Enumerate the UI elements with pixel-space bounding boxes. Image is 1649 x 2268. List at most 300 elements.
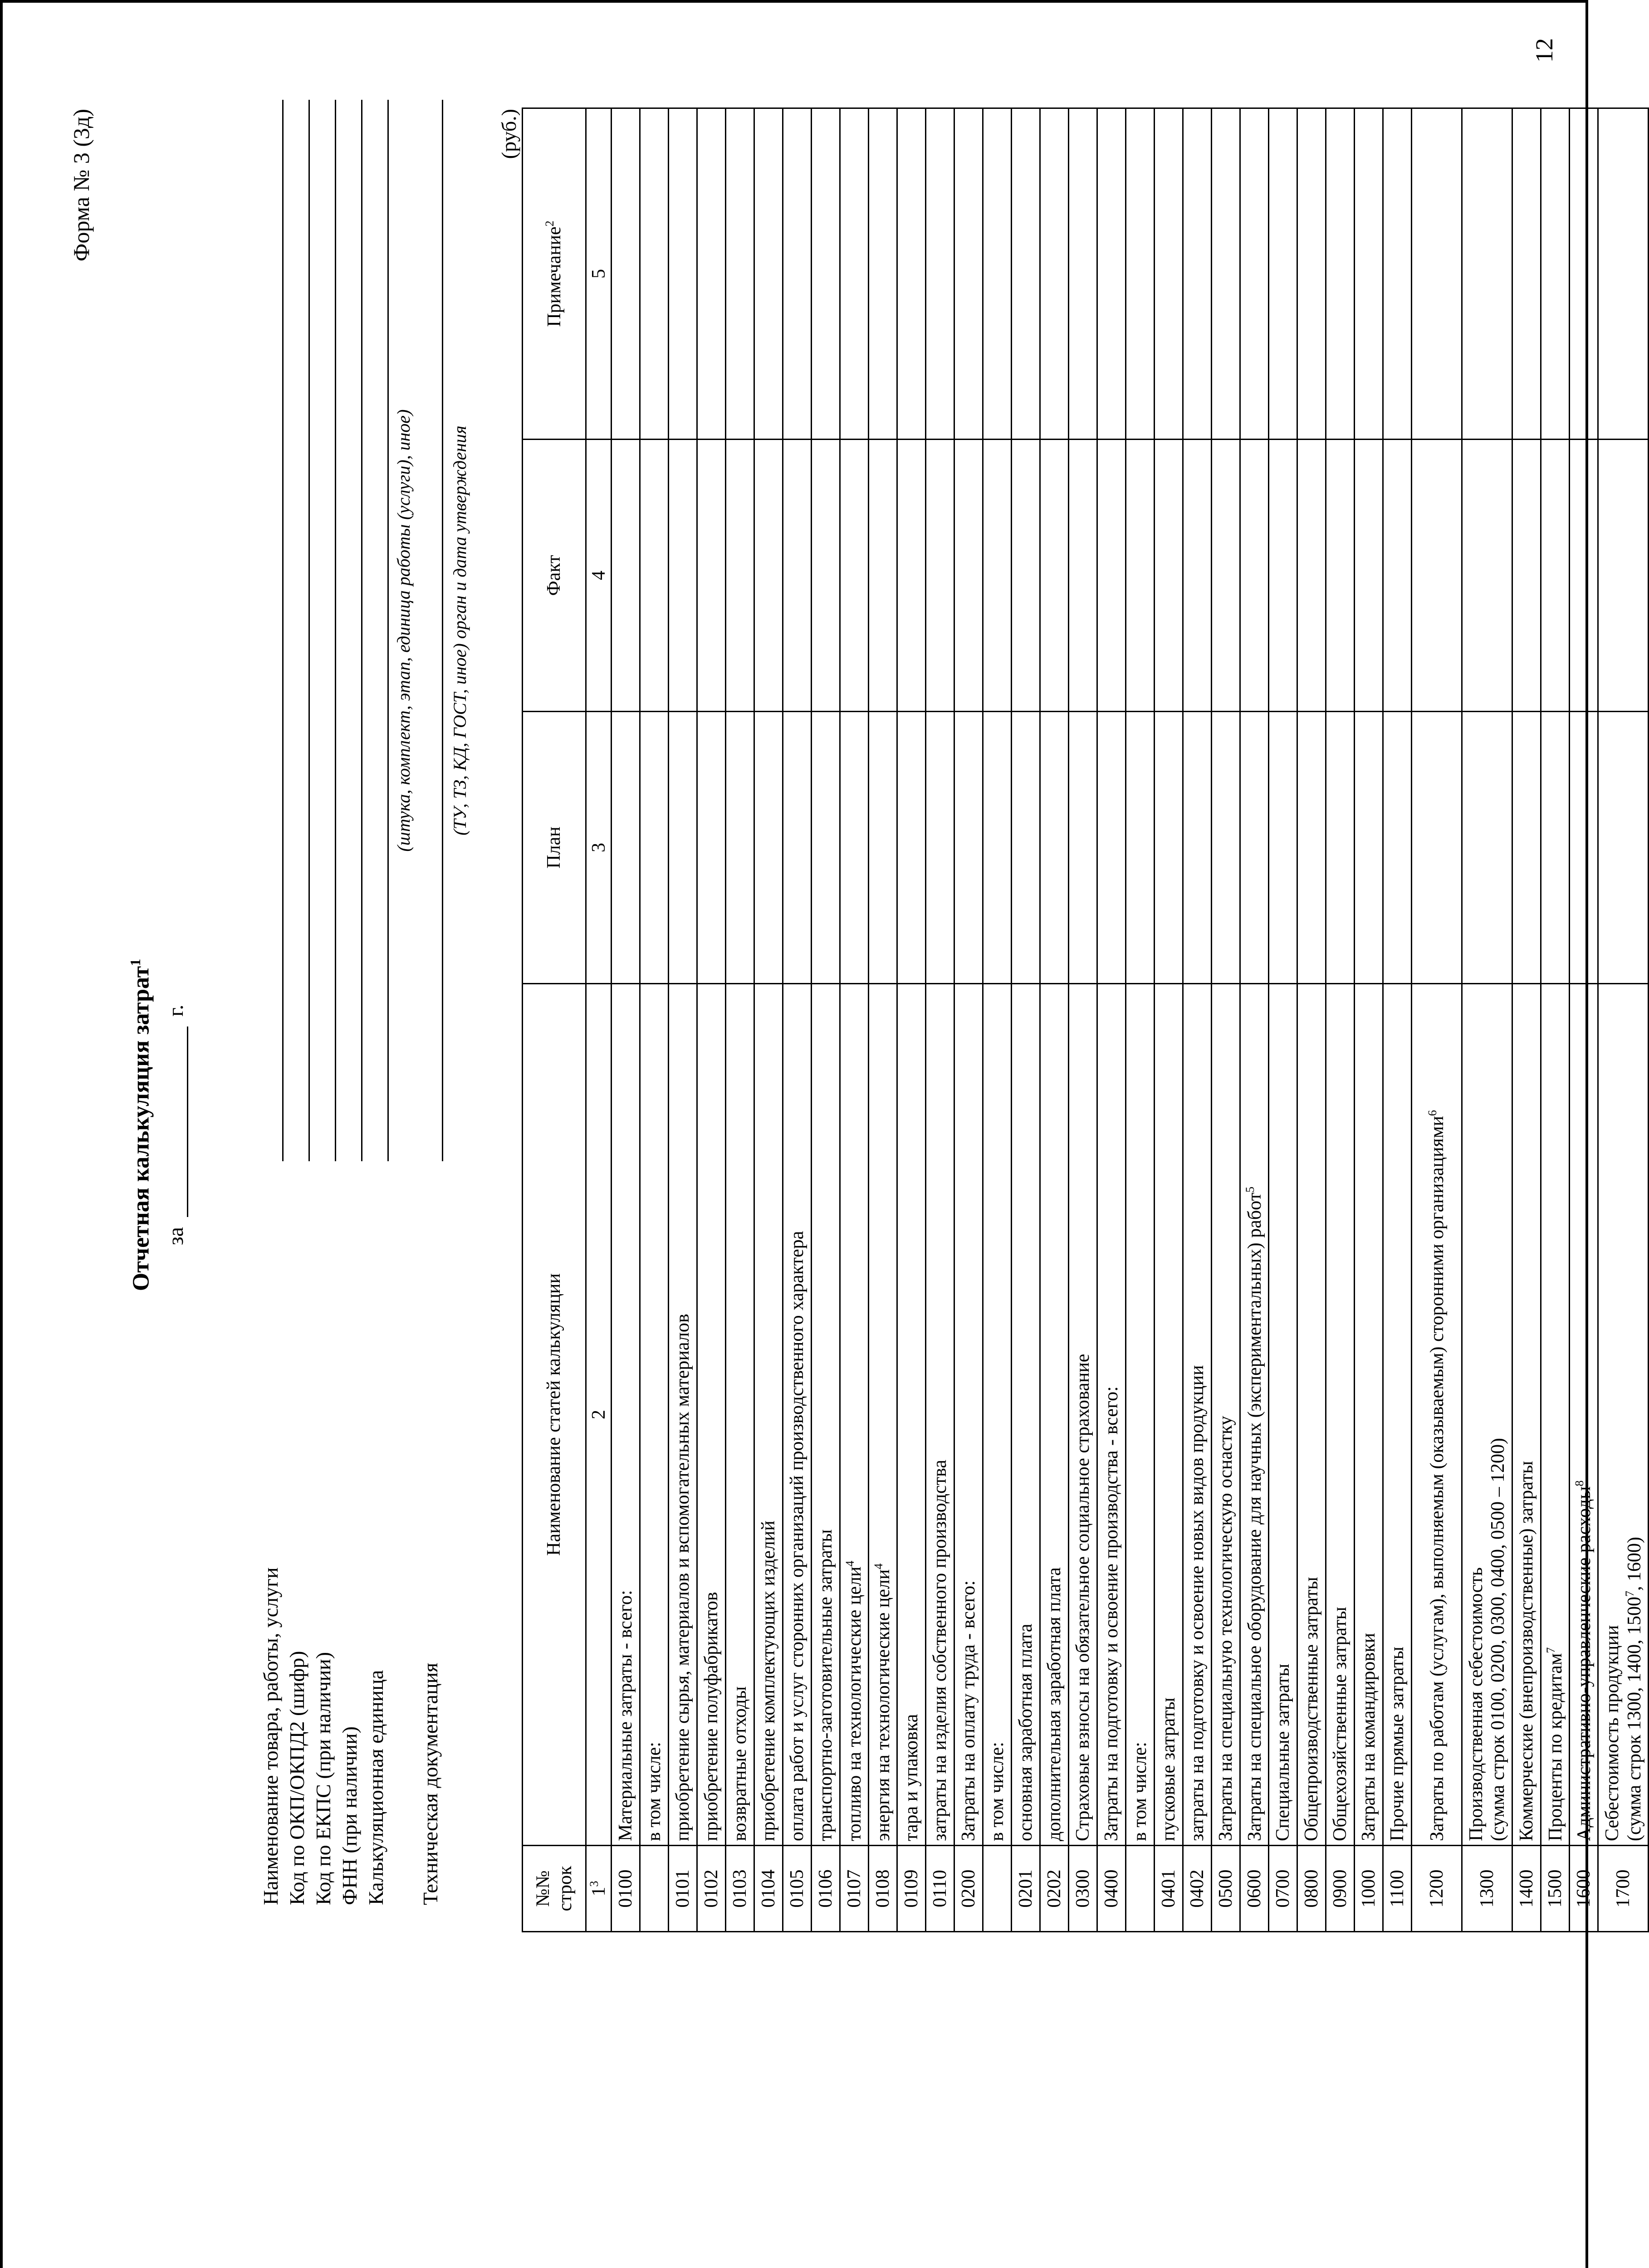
plan-cell[interactable] xyxy=(1269,712,1297,984)
header-fact: Факт xyxy=(523,440,586,712)
row-name xyxy=(1069,984,1097,1846)
row-name-text: дополнительная заработная плата xyxy=(1044,1567,1065,1841)
units-label: (руб.) xyxy=(497,109,520,159)
row-code: 0200 xyxy=(954,1846,983,1932)
field-hint: (штука, комплект, этап, единица работы (услуги), иное) xyxy=(393,409,414,852)
plan-cell[interactable] xyxy=(1155,712,1183,984)
plan-cell[interactable] xyxy=(1541,712,1570,984)
note-cell[interactable] xyxy=(1240,108,1269,440)
row-name-text: Проценты по кредитам xyxy=(1545,1653,1566,1841)
note-cell[interactable] xyxy=(1155,108,1183,440)
row-name-text: оплата работ и услуг сторонних организаций производственного характера xyxy=(787,1231,808,1841)
row-code: 0101 xyxy=(669,1846,697,1932)
row-name xyxy=(1040,984,1069,1846)
header-note-footnote: 2 xyxy=(543,220,556,227)
row-footnote: 4 xyxy=(871,1563,885,1569)
field-label: Код по ЕКПС (при наличии) xyxy=(312,1652,335,1905)
field-label: Калькуляционная единица xyxy=(364,1670,387,1905)
row-code: 1500 xyxy=(1541,1846,1570,1932)
row-code: 0103 xyxy=(726,1846,754,1932)
row-name-text: затраты на изделия собственного производства xyxy=(930,1460,951,1841)
table-row xyxy=(1269,108,1297,1932)
field-blank-line[interactable] xyxy=(308,100,310,1161)
row-name-text: основная заработная плата xyxy=(1015,1623,1037,1841)
row-name-text: приобретение комплектующих изделий xyxy=(758,1520,779,1841)
row-name-text: транспортно-заготовительные затраты xyxy=(815,1529,837,1841)
plan-cell[interactable] xyxy=(1297,712,1326,984)
plan-cell[interactable] xyxy=(1355,712,1383,984)
plan-cell[interactable] xyxy=(612,712,640,984)
row-code: 0500 xyxy=(1212,1846,1240,1932)
row-name-text: приобретение сырья, материалов и вспомогательных материалов xyxy=(672,1314,694,1841)
fact-cell[interactable] xyxy=(697,440,726,712)
row-code: 0102 xyxy=(697,1846,726,1932)
calculation-table xyxy=(522,108,1649,1932)
row-name-text: затраты на подготовку и освоение новых видов продукции xyxy=(1187,1365,1208,1841)
table-row xyxy=(1155,108,1183,1932)
field-hint-row xyxy=(391,363,418,1905)
row-name xyxy=(897,984,926,1846)
fact-cell[interactable] xyxy=(754,440,783,712)
note-cell[interactable] xyxy=(1212,108,1240,440)
row-name-text: Затраты по работам (услугам), выполняемым (оказываемым) сторонними организациями xyxy=(1426,1116,1448,1841)
row-code: 0401 xyxy=(1155,1846,1183,1932)
fact-cell[interactable] xyxy=(1383,440,1412,712)
note-cell[interactable] xyxy=(640,108,669,440)
table-row xyxy=(954,108,983,1932)
row-name xyxy=(1541,984,1570,1846)
row-name xyxy=(1012,984,1040,1846)
fact-cell[interactable] xyxy=(1240,440,1269,712)
row-code: 0700 xyxy=(1269,1846,1297,1932)
header-plan: План xyxy=(523,712,586,984)
table-row xyxy=(983,108,1012,1932)
row-name-text: тара и упаковка xyxy=(901,1714,922,1841)
row-name xyxy=(1462,984,1512,1846)
row-name-text: в том числе: xyxy=(644,1742,665,1841)
row-name-text: Коммерческие (внепроизводственные) затраты xyxy=(1516,1461,1537,1841)
note-cell[interactable] xyxy=(1462,108,1512,440)
fact-cell[interactable] xyxy=(783,440,812,712)
fact-cell[interactable] xyxy=(926,440,954,712)
table-row xyxy=(897,108,926,1932)
row-name xyxy=(1355,984,1383,1846)
row-code xyxy=(983,1846,1012,1932)
fact-cell[interactable] xyxy=(1355,440,1383,712)
row-code: 0400 xyxy=(1097,1846,1126,1932)
plan-cell[interactable] xyxy=(1462,712,1512,984)
row-name-text: энергия на технологические цели xyxy=(872,1569,894,1841)
plan-cell[interactable] xyxy=(1183,712,1212,984)
fact-cell[interactable] xyxy=(1183,440,1212,712)
plan-cell[interactable] xyxy=(1383,712,1412,984)
fact-cell[interactable] xyxy=(1069,440,1097,712)
plan-cell[interactable] xyxy=(1126,712,1155,984)
row-name xyxy=(1126,984,1155,1846)
col-number-4: 4 xyxy=(586,440,612,712)
row-code: 1400 xyxy=(1512,1846,1541,1932)
fact-cell[interactable] xyxy=(1297,440,1326,712)
document-title-text: Отчетная калькуляция затрат xyxy=(128,966,154,1291)
table-row xyxy=(1326,108,1355,1932)
plan-cell[interactable] xyxy=(669,712,697,984)
table-row xyxy=(1183,108,1212,1932)
field-blank-line[interactable] xyxy=(282,100,284,1161)
note-cell[interactable] xyxy=(726,108,754,440)
table-row xyxy=(1012,108,1040,1932)
table-row xyxy=(1412,108,1462,1932)
note-cell[interactable] xyxy=(669,108,697,440)
row-code: 0107 xyxy=(840,1846,869,1932)
plan-cell[interactable] xyxy=(897,712,926,984)
field-label: Техническая документация xyxy=(419,1662,442,1905)
table-header-row xyxy=(523,108,586,1932)
plan-cell[interactable] xyxy=(1040,712,1069,984)
note-cell[interactable] xyxy=(697,108,726,440)
row-name-text: Прочие прямые затраты xyxy=(1387,1647,1408,1841)
row-code: 0402 xyxy=(1183,1846,1212,1932)
row-name-text: Затраты на подготовку и освоение производства - всего: xyxy=(1101,1386,1122,1841)
fact-cell[interactable] xyxy=(1570,440,1598,712)
row-name-text: в том числе: xyxy=(1130,1742,1151,1841)
note-cell[interactable] xyxy=(1355,108,1383,440)
col-number-footnote: 3 xyxy=(587,1881,601,1887)
fact-cell[interactable] xyxy=(812,440,840,712)
plan-cell[interactable] xyxy=(812,712,840,984)
row-code: 0105 xyxy=(783,1846,812,1932)
row-name xyxy=(954,984,983,1846)
row-name-text: Специальные затраты xyxy=(1272,1663,1294,1841)
row-code: 0600 xyxy=(1240,1846,1269,1932)
fact-cell[interactable] xyxy=(869,440,897,712)
field-row xyxy=(285,363,311,1905)
plan-cell[interactable] xyxy=(1012,712,1040,984)
plan-cell[interactable] xyxy=(1212,712,1240,984)
row-code xyxy=(640,1846,669,1932)
note-cell[interactable] xyxy=(1183,108,1212,440)
table-row xyxy=(840,108,869,1932)
table-body xyxy=(612,108,1649,1932)
row-code: 1000 xyxy=(1355,1846,1383,1932)
note-cell[interactable] xyxy=(1097,108,1126,440)
row-name xyxy=(983,984,1012,1846)
row-name xyxy=(1412,984,1462,1846)
plan-cell[interactable] xyxy=(954,712,983,984)
note-cell[interactable] xyxy=(612,108,640,440)
plan-cell[interactable] xyxy=(869,712,897,984)
row-name xyxy=(754,984,783,1846)
note-cell[interactable] xyxy=(1126,108,1155,440)
document-title xyxy=(127,59,154,2191)
plan-cell[interactable] xyxy=(1097,712,1126,984)
fact-cell[interactable] xyxy=(1155,440,1183,712)
row-code: 0201 xyxy=(1012,1846,1040,1932)
table-row xyxy=(754,108,783,1932)
table-row xyxy=(1297,108,1326,1932)
period-blank[interactable] xyxy=(166,1026,188,1217)
row-name-text: Затраты на оплату труда - всего: xyxy=(958,1580,979,1841)
note-cell[interactable] xyxy=(1541,108,1570,440)
row-name xyxy=(1269,984,1297,1846)
table-row xyxy=(1355,108,1383,1932)
fact-cell[interactable] xyxy=(1598,440,1649,712)
table-row xyxy=(612,108,640,1932)
table-row xyxy=(783,108,812,1932)
period-line xyxy=(163,59,188,2191)
fact-cell[interactable] xyxy=(1126,440,1155,712)
col-number-1 xyxy=(586,1846,612,1932)
form-label: Форма № 3 (3д) xyxy=(69,109,94,262)
row-name-text: топливо на технологические цели xyxy=(844,1566,865,1841)
note-cell[interactable] xyxy=(840,108,869,440)
row-name-line2-tail: , 1600) xyxy=(1624,1537,1645,1591)
note-cell[interactable] xyxy=(897,108,926,440)
fact-cell[interactable] xyxy=(1269,440,1297,712)
plan-cell[interactable] xyxy=(1326,712,1355,984)
field-row xyxy=(364,363,391,1905)
header-code: №№ строк xyxy=(523,1846,586,1932)
field-hint-row xyxy=(447,363,475,1905)
note-cell[interactable] xyxy=(1412,108,1462,440)
note-cell[interactable] xyxy=(1512,108,1541,440)
row-code: 1300 xyxy=(1462,1846,1512,1932)
fact-cell[interactable] xyxy=(1097,440,1126,712)
field-blank-line[interactable] xyxy=(387,100,389,1161)
row-name xyxy=(1570,984,1598,1846)
table-row xyxy=(726,108,754,1932)
plan-cell[interactable] xyxy=(1240,712,1269,984)
field-hint: (ТУ, ТЗ, КД, ГОСТ, иное) орган и дата утверждения xyxy=(450,425,470,836)
plan-cell[interactable] xyxy=(1069,712,1097,984)
fact-cell[interactable] xyxy=(612,440,640,712)
row-name-text: приобретение полуфабрикатов xyxy=(701,1592,722,1841)
row-code: 0104 xyxy=(754,1846,783,1932)
col-number-5: 5 xyxy=(586,108,612,440)
note-cell[interactable] xyxy=(1269,108,1297,440)
note-cell[interactable] xyxy=(1383,108,1412,440)
rotated-form-sheet xyxy=(68,59,1645,2191)
title-footnote: 1 xyxy=(127,958,143,966)
row-name xyxy=(1598,984,1649,1846)
note-cell[interactable] xyxy=(983,108,1012,440)
row-name-text: Производственная себестоимость xyxy=(1466,1567,1487,1841)
row-name-text: Затраты на специальное оборудование для научных (экспериментальных) работ xyxy=(1244,1193,1265,1841)
header-note xyxy=(523,108,586,440)
row-name-text: Затраты на командировки xyxy=(1358,1633,1380,1841)
row-name xyxy=(1240,984,1269,1846)
row-code: 0108 xyxy=(869,1846,897,1932)
plan-cell[interactable] xyxy=(926,712,954,984)
col-number-3: 3 xyxy=(586,712,612,984)
table-row xyxy=(1512,108,1541,1932)
note-cell[interactable] xyxy=(869,108,897,440)
row-name-line2: (сумма строк 1300, 1400, 1500 xyxy=(1624,1597,1645,1841)
row-name xyxy=(669,984,697,1846)
row-name xyxy=(1212,984,1240,1846)
field-row xyxy=(418,363,447,1905)
fact-cell[interactable] xyxy=(840,440,869,712)
row-footnote: 5 xyxy=(1243,1187,1257,1193)
plan-cell[interactable] xyxy=(697,712,726,984)
row-name-text: Общепроизводственные затраты xyxy=(1301,1577,1322,1841)
note-cell[interactable] xyxy=(926,108,954,440)
row-name-text: Материальные затраты - всего: xyxy=(615,1590,636,1841)
fact-cell[interactable] xyxy=(983,440,1012,712)
row-code: 0106 xyxy=(812,1846,840,1932)
field-label: ФНН (при наличии) xyxy=(338,1726,361,1905)
note-cell[interactable] xyxy=(1326,108,1355,440)
period-suffix: г. xyxy=(164,1004,188,1017)
plan-cell[interactable] xyxy=(1512,712,1541,984)
row-code: 0900 xyxy=(1326,1846,1355,1932)
row-code: 1700 xyxy=(1598,1846,1649,1932)
note-cell[interactable] xyxy=(812,108,840,440)
note-cell[interactable] xyxy=(1012,108,1040,440)
plan-cell[interactable] xyxy=(640,712,669,984)
row-code: 1200 xyxy=(1412,1846,1462,1932)
table-row xyxy=(1240,108,1269,1932)
fact-cell[interactable] xyxy=(1212,440,1240,712)
table-row xyxy=(869,108,897,1932)
row-name xyxy=(1155,984,1183,1846)
row-code: 0202 xyxy=(1040,1846,1069,1932)
field-label: Код по ОКП/ОКПД2 (шифр) xyxy=(285,1651,308,1905)
fact-cell[interactable] xyxy=(640,440,669,712)
note-cell[interactable] xyxy=(754,108,783,440)
table-row xyxy=(1069,108,1097,1932)
row-name xyxy=(1297,984,1326,1846)
header-name: Наименование статей калькуляции xyxy=(523,984,586,1846)
period-prefix: за xyxy=(164,1227,188,1246)
row-name xyxy=(697,984,726,1846)
fact-cell[interactable] xyxy=(1512,440,1541,712)
plan-cell[interactable] xyxy=(726,712,754,984)
fact-cell[interactable] xyxy=(1326,440,1355,712)
note-cell[interactable] xyxy=(1570,108,1598,440)
plan-cell[interactable] xyxy=(1598,712,1649,984)
page-number: 12 xyxy=(1531,38,1558,63)
note-cell[interactable] xyxy=(1069,108,1097,440)
table-row xyxy=(1383,108,1412,1932)
note-cell[interactable] xyxy=(783,108,812,440)
fact-cell[interactable] xyxy=(1040,440,1069,712)
table-row xyxy=(1570,108,1598,1932)
table-row xyxy=(1212,108,1240,1932)
row-name-text: Себестоимость продукции xyxy=(1601,1625,1623,1841)
table-row xyxy=(669,108,697,1932)
row-code: 0100 xyxy=(612,1846,640,1932)
row-footnote: 7 xyxy=(1544,1647,1557,1653)
table-row xyxy=(812,108,840,1932)
row-name-text: Общехозяйственные затраты xyxy=(1330,1607,1351,1841)
row-name-text: Страховые взносы на обязательное социальное страхование xyxy=(1072,1354,1094,1841)
table-row xyxy=(1541,108,1570,1932)
row-code: 1100 xyxy=(1383,1846,1412,1932)
row-name-line2: (сумма строк 0100, 0200, 0300, 0400, 0500 – 1200) xyxy=(1488,1438,1509,1841)
plan-cell[interactable] xyxy=(1412,712,1462,984)
fact-cell[interactable] xyxy=(1412,440,1462,712)
field-row xyxy=(311,363,338,1905)
note-cell[interactable] xyxy=(1040,108,1069,440)
row-code: 0110 xyxy=(926,1846,954,1932)
row-name xyxy=(1326,984,1355,1846)
field-label: Наименование товара, работы, услуги xyxy=(259,1567,282,1905)
note-cell[interactable] xyxy=(954,108,983,440)
row-name xyxy=(812,984,840,1846)
field-blank-line[interactable] xyxy=(361,100,362,1161)
header-fields xyxy=(259,363,475,1905)
field-blank-line[interactable] xyxy=(442,100,443,1161)
row-code: 0109 xyxy=(897,1846,926,1932)
row-footnote: 8 xyxy=(1572,1480,1586,1486)
row-name xyxy=(612,984,640,1846)
row-name-text: в том числе: xyxy=(987,1742,1008,1841)
table-row xyxy=(1097,108,1126,1932)
plan-cell[interactable] xyxy=(983,712,1012,984)
row-name xyxy=(1512,984,1541,1846)
row-code xyxy=(1126,1846,1155,1932)
row-name xyxy=(869,984,897,1846)
fact-cell[interactable] xyxy=(954,440,983,712)
row-footnote: 6 xyxy=(1425,1110,1439,1116)
row-name xyxy=(640,984,669,1846)
table-row xyxy=(1462,108,1512,1932)
fact-cell[interactable] xyxy=(897,440,926,712)
col-number-2: 2 xyxy=(586,984,612,1846)
row-code: 1600 xyxy=(1570,1846,1598,1932)
fact-cell[interactable] xyxy=(1462,440,1512,712)
row-name-text: Затраты на специальную технологическую оснастку xyxy=(1215,1416,1237,1841)
field-blank-line[interactable] xyxy=(335,100,336,1161)
row-name xyxy=(1097,984,1126,1846)
plan-cell[interactable] xyxy=(1570,712,1598,984)
plan-cell[interactable] xyxy=(783,712,812,984)
row-name xyxy=(1183,984,1212,1846)
note-cell[interactable] xyxy=(1297,108,1326,440)
row-name xyxy=(1383,984,1412,1846)
numbering-row xyxy=(586,108,612,1932)
row-code: 0800 xyxy=(1297,1846,1326,1932)
table-row xyxy=(697,108,726,1932)
table-row xyxy=(926,108,954,1932)
row-name-text: Административно-управленческие расходы xyxy=(1573,1486,1595,1841)
fact-cell[interactable] xyxy=(669,440,697,712)
note-cell[interactable] xyxy=(1598,108,1649,440)
row-footnote: 7 xyxy=(1623,1591,1636,1597)
table-row xyxy=(1598,108,1649,1932)
row-code: 0300 xyxy=(1069,1846,1097,1932)
row-name xyxy=(840,984,869,1846)
table-row xyxy=(1040,108,1069,1932)
fact-cell[interactable] xyxy=(726,440,754,712)
fact-cell[interactable] xyxy=(1012,440,1040,712)
fact-cell[interactable] xyxy=(1541,440,1570,712)
row-name xyxy=(926,984,954,1846)
row-name-text: возвратные отходы xyxy=(729,1686,751,1841)
table-row xyxy=(1126,108,1155,1932)
col-number-text: 1 xyxy=(588,1887,609,1897)
row-name xyxy=(783,984,812,1846)
plan-cell[interactable] xyxy=(754,712,783,984)
field-row xyxy=(259,363,285,1905)
row-footnote: 4 xyxy=(843,1560,856,1567)
row-name-text: пусковые затраты xyxy=(1158,1697,1179,1841)
header-note-text: Примечание xyxy=(543,226,565,327)
table-row xyxy=(640,108,669,1932)
field-row xyxy=(338,363,364,1905)
plan-cell[interactable] xyxy=(840,712,869,984)
row-name xyxy=(726,984,754,1846)
